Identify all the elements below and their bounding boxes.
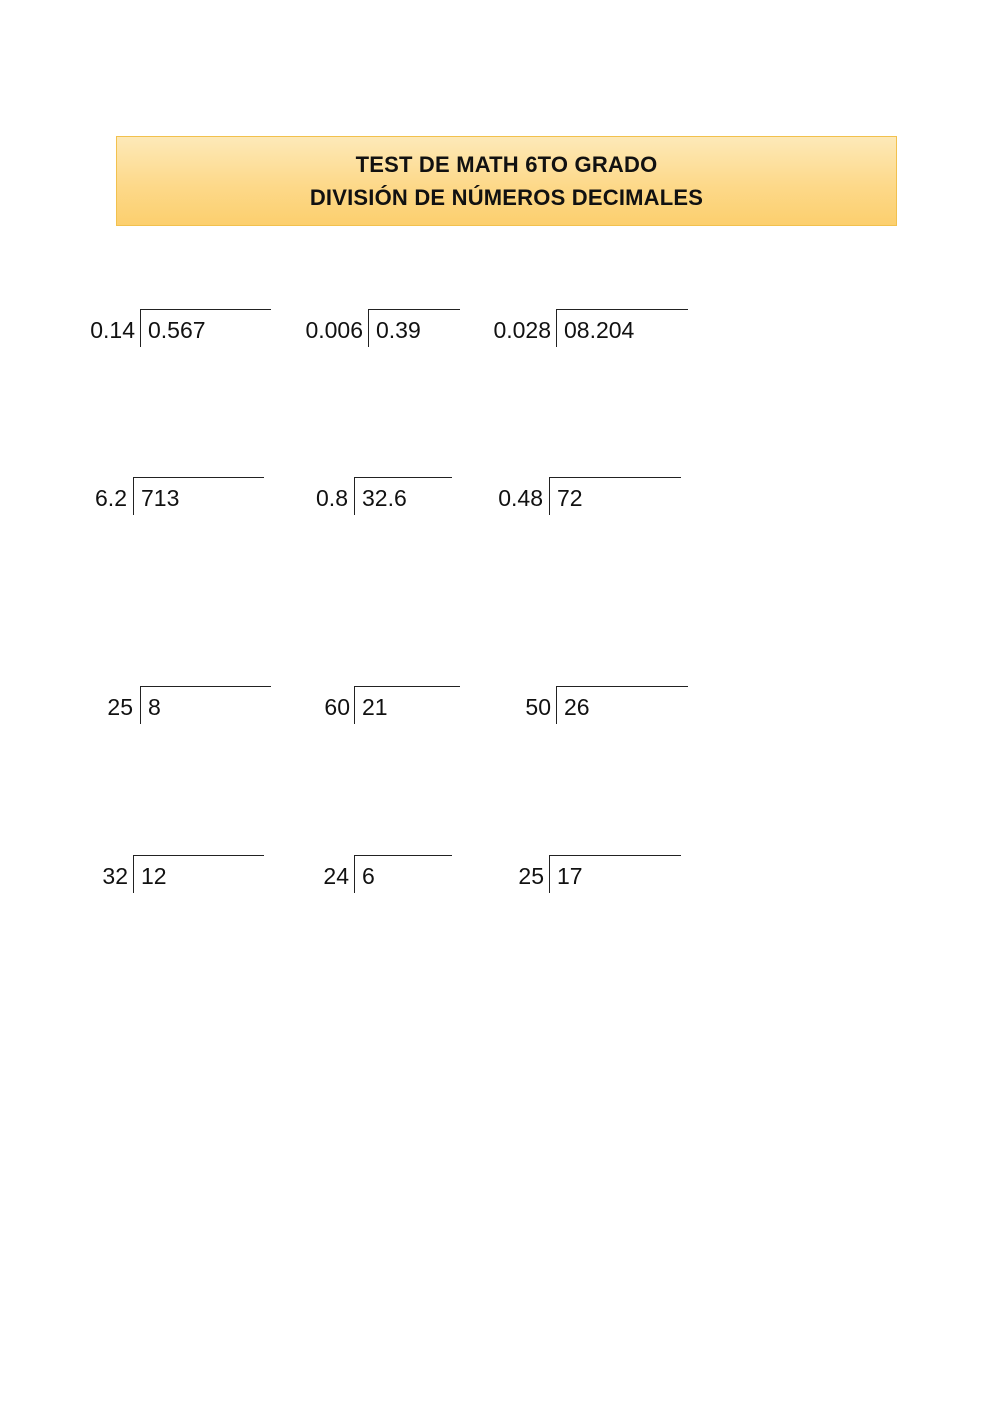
dividend: 12 (141, 863, 167, 889)
dividend: 26 (564, 694, 590, 720)
dividend: 21 (362, 694, 388, 720)
title-line-1: TEST DE MATH 6TO GRADO (355, 152, 658, 177)
divisor: 60 (324, 694, 350, 720)
division-problem-9 (0, 686, 700, 726)
title-line-2: DIVISIÓN DE NÚMEROS DECIMALES (309, 185, 704, 210)
divisor: 0.028 (493, 317, 551, 343)
divisor: 0.48 (498, 485, 543, 511)
divisor: 0.8 (316, 485, 348, 511)
divisor: 0.14 (90, 317, 135, 343)
divisor: 32 (102, 863, 128, 889)
dividend: 08.204 (564, 317, 635, 343)
worksheet-title-banner (116, 136, 897, 226)
division-problem-12 (0, 855, 700, 895)
division-problem-3 (0, 309, 700, 349)
divisor: 24 (323, 863, 349, 889)
divisor: 25 (518, 863, 544, 889)
dividend: 17 (557, 863, 583, 889)
divisor: 50 (525, 694, 551, 720)
divisor: 0.006 (305, 317, 363, 343)
division-problem-6 (0, 477, 700, 517)
dividend: 32.6 (362, 485, 407, 511)
dividend: 6 (362, 863, 375, 889)
divisor: 6.2 (95, 485, 127, 511)
dividend: 0.39 (376, 317, 421, 343)
dividend: 8 (148, 694, 161, 720)
dividend: 713 (141, 485, 180, 511)
dividend: 0.567 (148, 317, 206, 343)
divisor: 25 (107, 694, 133, 720)
dividend: 72 (557, 485, 583, 511)
